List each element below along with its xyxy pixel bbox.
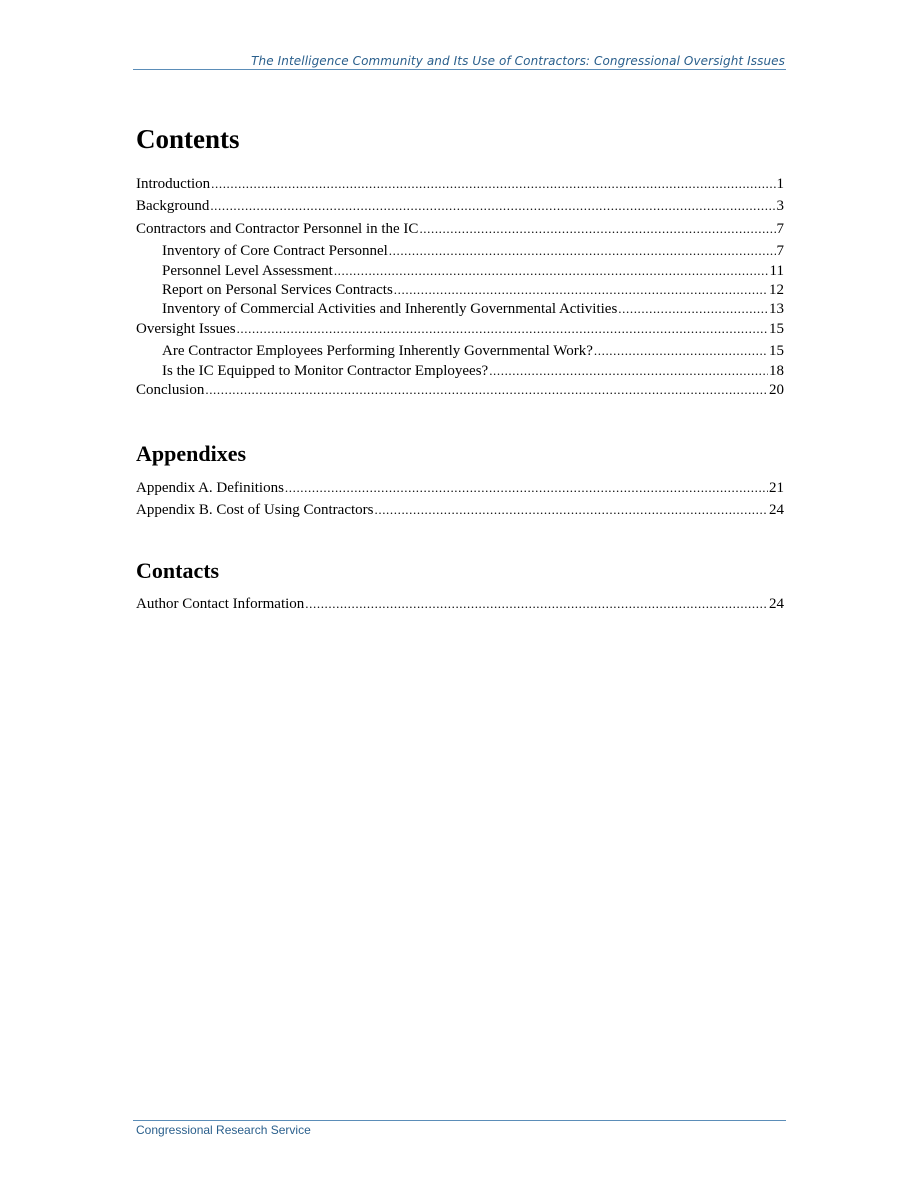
toc-leader-dots	[389, 241, 776, 260]
toc-entry[interactable]	[136, 219, 784, 241]
toc-entry[interactable]	[136, 478, 784, 500]
toc-leader-dots	[334, 261, 769, 280]
toc-leader-dots	[419, 219, 775, 238]
toc-leader-dots	[205, 380, 768, 399]
toc-entry-label: Inventory of Commercial Activities and Inherently Governmental Activities	[162, 301, 618, 318]
toc-entry-page: 21	[769, 480, 784, 496]
toc-entry-page: 20	[769, 381, 784, 398]
toc-entry-page: 24	[769, 502, 784, 519]
contents-heading: Contents	[136, 124, 240, 154]
toc-entry[interactable]	[136, 196, 784, 218]
toc-entry-label: Personnel Level Assessment	[162, 262, 333, 279]
toc-entry-label: Introduction	[136, 176, 211, 192]
running-header: The Intelligence Community and Its Use of Contractors: Congressional Oversight Issues	[251, 54, 785, 68]
running-footer: Congressional Research Service	[136, 1123, 311, 1137]
toc-subentry[interactable]	[136, 341, 784, 360]
toc-entry-label: Is the IC Equipped to Monitor Contractor Employees?	[162, 362, 489, 379]
toc-entry-label: Appendix A. Definitions	[136, 480, 284, 496]
toc-subentry[interactable]	[136, 361, 784, 380]
toc-entry[interactable]	[136, 594, 784, 616]
toc-leader-dots	[394, 280, 768, 299]
toc-leader-dots	[211, 174, 775, 193]
toc-leader-dots	[285, 478, 768, 497]
appendixes-heading: Appendixes	[136, 441, 247, 466]
contacts-heading: Contacts	[136, 558, 220, 583]
toc-entry-page: 3	[776, 198, 784, 215]
toc-leader-dots	[489, 361, 768, 380]
toc-entry-page: 1	[776, 176, 784, 192]
toc-entry-page: 15	[769, 320, 784, 337]
toc-leader-dots	[305, 594, 768, 613]
toc-entry-page: 24	[769, 596, 784, 612]
toc-leader-dots	[210, 196, 775, 215]
toc-entry-label: Contractors and Contractor Personnel in the IC	[136, 220, 419, 237]
contents-list	[136, 174, 784, 402]
toc-entry[interactable]	[136, 500, 784, 522]
toc-entry-label: Background	[136, 198, 210, 215]
footer-rule	[133, 1120, 786, 1121]
toc-entry-label: Inventory of Core Contract Personnel	[162, 243, 388, 260]
toc-entry[interactable]	[136, 174, 784, 196]
toc-entry-page: 7	[776, 243, 784, 260]
appendixes-list	[136, 478, 784, 523]
contacts-list	[136, 594, 784, 616]
toc-entry[interactable]	[136, 319, 784, 341]
toc-subentry[interactable]	[136, 280, 784, 299]
toc-leader-dots	[594, 341, 768, 360]
toc-entry-label: Appendix B. Cost of Using Contractors	[136, 502, 374, 519]
toc-entry-label: Author Contact Information	[136, 596, 305, 612]
toc-entry[interactable]	[136, 380, 784, 402]
toc-entry-page: 12	[769, 281, 784, 298]
header-rule	[133, 69, 786, 70]
toc-leader-dots	[375, 500, 769, 519]
toc-entry-page: 13	[769, 301, 784, 318]
toc-subentry[interactable]	[136, 241, 784, 260]
toc-entry-label: Are Contractor Employees Performing Inherently Governmental Work?	[162, 343, 593, 360]
toc-entry-page: 15	[769, 343, 784, 360]
toc-entry-page: 18	[769, 362, 784, 379]
toc-subentry[interactable]	[136, 299, 784, 318]
toc-leader-dots	[618, 299, 768, 318]
toc-leader-dots	[237, 319, 768, 338]
toc-entry-page: 11	[769, 262, 784, 279]
toc-subentry[interactable]	[136, 261, 784, 280]
toc-entry-label: Oversight Issues	[136, 320, 236, 337]
toc-entry-label: Report on Personal Services Contracts	[162, 281, 393, 298]
toc-entry-page: 7	[776, 220, 784, 237]
toc-entry-label: Conclusion	[136, 381, 205, 398]
